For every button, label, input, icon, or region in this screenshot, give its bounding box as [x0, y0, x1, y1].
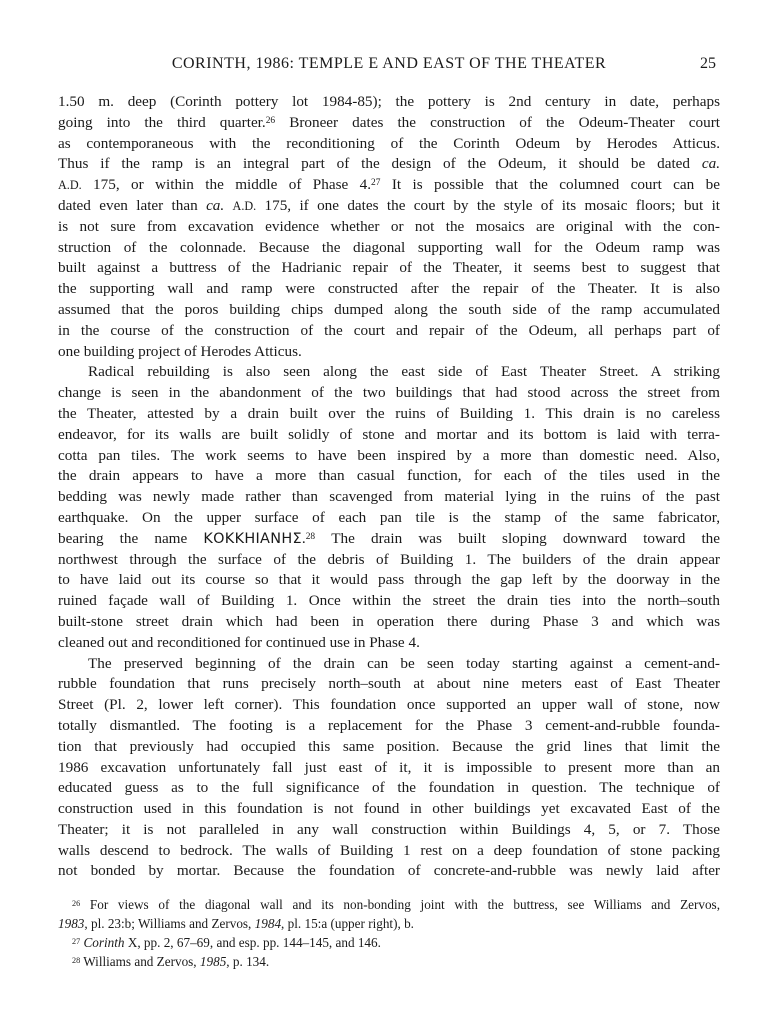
- text-line: endeavor, for its walls are built solidly of stone and mortar and its bottom is laid with terra-: [58, 425, 720, 443]
- page-number: 25: [700, 55, 716, 72]
- text-line: earthquake. On the upper surface of each pan tile is the stamp of the same fabricator,: [58, 508, 720, 526]
- text-line: A.D. 175, or within the middle of Phase 4.27 It is possible that the columned court can be: [58, 176, 720, 194]
- text-line: northwest through the surface of the debris of Building 1. The builders of the drain appear: [58, 550, 720, 568]
- paragraph: [58, 92, 720, 362]
- text-line: Theater; it is not paralleled in any wall construction within Buildings 4, 5, or 7. Those: [58, 820, 720, 838]
- paragraph: [58, 654, 720, 883]
- page-title: CORINTH, 1986: TEMPLE E AND EAST OF THE THEATER: [171, 55, 607, 72]
- text-line: 1983, pl. 23:b; Williams and Zervos, 1984, pl. 15:a (upper right), b.: [58, 916, 414, 932]
- text-line: not bonded by mortar. Because the foundation of concrete-and-rubble was newly laid after: [58, 862, 720, 880]
- text-line: is not sure from excavation evidence whether or not the mosaics are original with the con-: [58, 217, 720, 235]
- running-head: [58, 55, 720, 72]
- text-line: the supporting wall and ramp were constructed after the repair of the Theater. It is also: [58, 280, 720, 298]
- text-line: walls descend to bedrock. The walls of Building 1 rest on a deep foundation of stone packing: [58, 841, 720, 859]
- text-line: Street (Pl. 2, lower left corner). This foundation once supported an upper wall of stone, now: [58, 696, 720, 714]
- text-line: cleaned out and reconditioned for continued use in Phase 4.: [58, 633, 420, 651]
- text-line: as contemporaneous with the reconditioning of the Corinth Odeum by Herodes Atticus.: [58, 134, 720, 152]
- text-line: $^{28}$ Williams and Zervos, 1985, p. 134.: [72, 954, 270, 970]
- text-line: Radical rebuilding is also seen along the east side of East Theater Street. A striking: [88, 363, 720, 381]
- body-text: [58, 92, 720, 882]
- text-line: tion that previously had occupied this same position. Because the grid lines that limit the: [58, 737, 720, 755]
- text-line: The preserved beginning of the drain can be seen today starting against a cement-and-: [88, 654, 720, 672]
- text-line: change is seen in the abandonment of the two buildings that had stood across the street from: [58, 384, 720, 402]
- text-line: assumed that the poros building chips dumped along the south side of the ramp accumulated: [58, 300, 720, 318]
- footnotes: [58, 895, 720, 971]
- text-line: $^{27}$ Corinth X, pp. 2, 67–69, and esp. pp. 144–145, and 146.: [72, 935, 381, 951]
- text-line: built against a buttress of the Hadrianic repair of the Theater, it seems best to suggest that: [58, 259, 720, 277]
- text-line: bedding was newly made rather than scavenged from material lying in the ruins of the past: [58, 488, 720, 506]
- text-line: construction used in this foundation is not found in other buildings yet excavated East of the: [58, 800, 720, 818]
- paragraph: [58, 362, 720, 653]
- text-line: struction of the colonnade. Because the diagonal supporting wall for the Odeum ramp was: [58, 238, 720, 256]
- text-line: in the course of the construction of the court and repair of the Odeum, all perhaps part of: [58, 321, 720, 339]
- text-line: built-stone street drain which had been in operation there during Phase 3 and which was: [58, 612, 720, 630]
- text-line: to have laid out its course so that it would pass through the gap left by the doorway in the: [58, 571, 720, 589]
- text-line: educated guess as to the full significance of the foundation in question. The technique of: [58, 779, 720, 797]
- text-line: rubble foundation that runs precisely north–south at about nine meters east of East Theater: [58, 675, 720, 693]
- text-line: dated even later than ca. A.D. 175, if one dates the court by the style of its mosaic floors; but it: [58, 196, 720, 214]
- text-line: one building project of Herodes Atticus.: [58, 342, 302, 360]
- text-line: bearing the name ΚΟΚΚΗΙΑΝΗΣ.$^{28}$ The drain was built sloping downward toward the: [58, 529, 720, 547]
- text-line: Thus if the ramp is an integral part of the design of the Odeum, it should be dated ca.: [58, 155, 720, 173]
- text-line: 1.50 m. deep (Corinth pottery lot 1984-85); the pottery is 2nd century in date, perhaps: [58, 93, 720, 110]
- text-line: 1986 excavation unfortunately fall just east of it, it is impossible to present more than an: [58, 758, 720, 776]
- text-line: the drain appears to have a more than casual function, for each of the tiles used in the: [58, 467, 720, 485]
- text-line: going into the third quarter.$^{26}$ Broneer dates the construction of the Odeum-Theater court: [58, 113, 720, 131]
- text-column: [58, 0, 720, 971]
- text-line: ruined façade wall of Building 1. Once within the street the drain ties into the north–south: [58, 592, 720, 610]
- text-line: the Theater, attested by a drain built over the ruins of Building 1. This drain is no careless: [58, 404, 720, 422]
- text-line: totally dismantled. The footing is a replacement for the Phase 3 cement-and-rubble founda-: [58, 716, 720, 734]
- text-line: cotta pan tiles. The work seems to have been inspired by a more than domestic need. Also,: [58, 446, 720, 464]
- text-line: $^{26}$ For views of the diagonal wall and its non-bonding joint with the buttress, see Williams and Zervos,: [72, 897, 720, 913]
